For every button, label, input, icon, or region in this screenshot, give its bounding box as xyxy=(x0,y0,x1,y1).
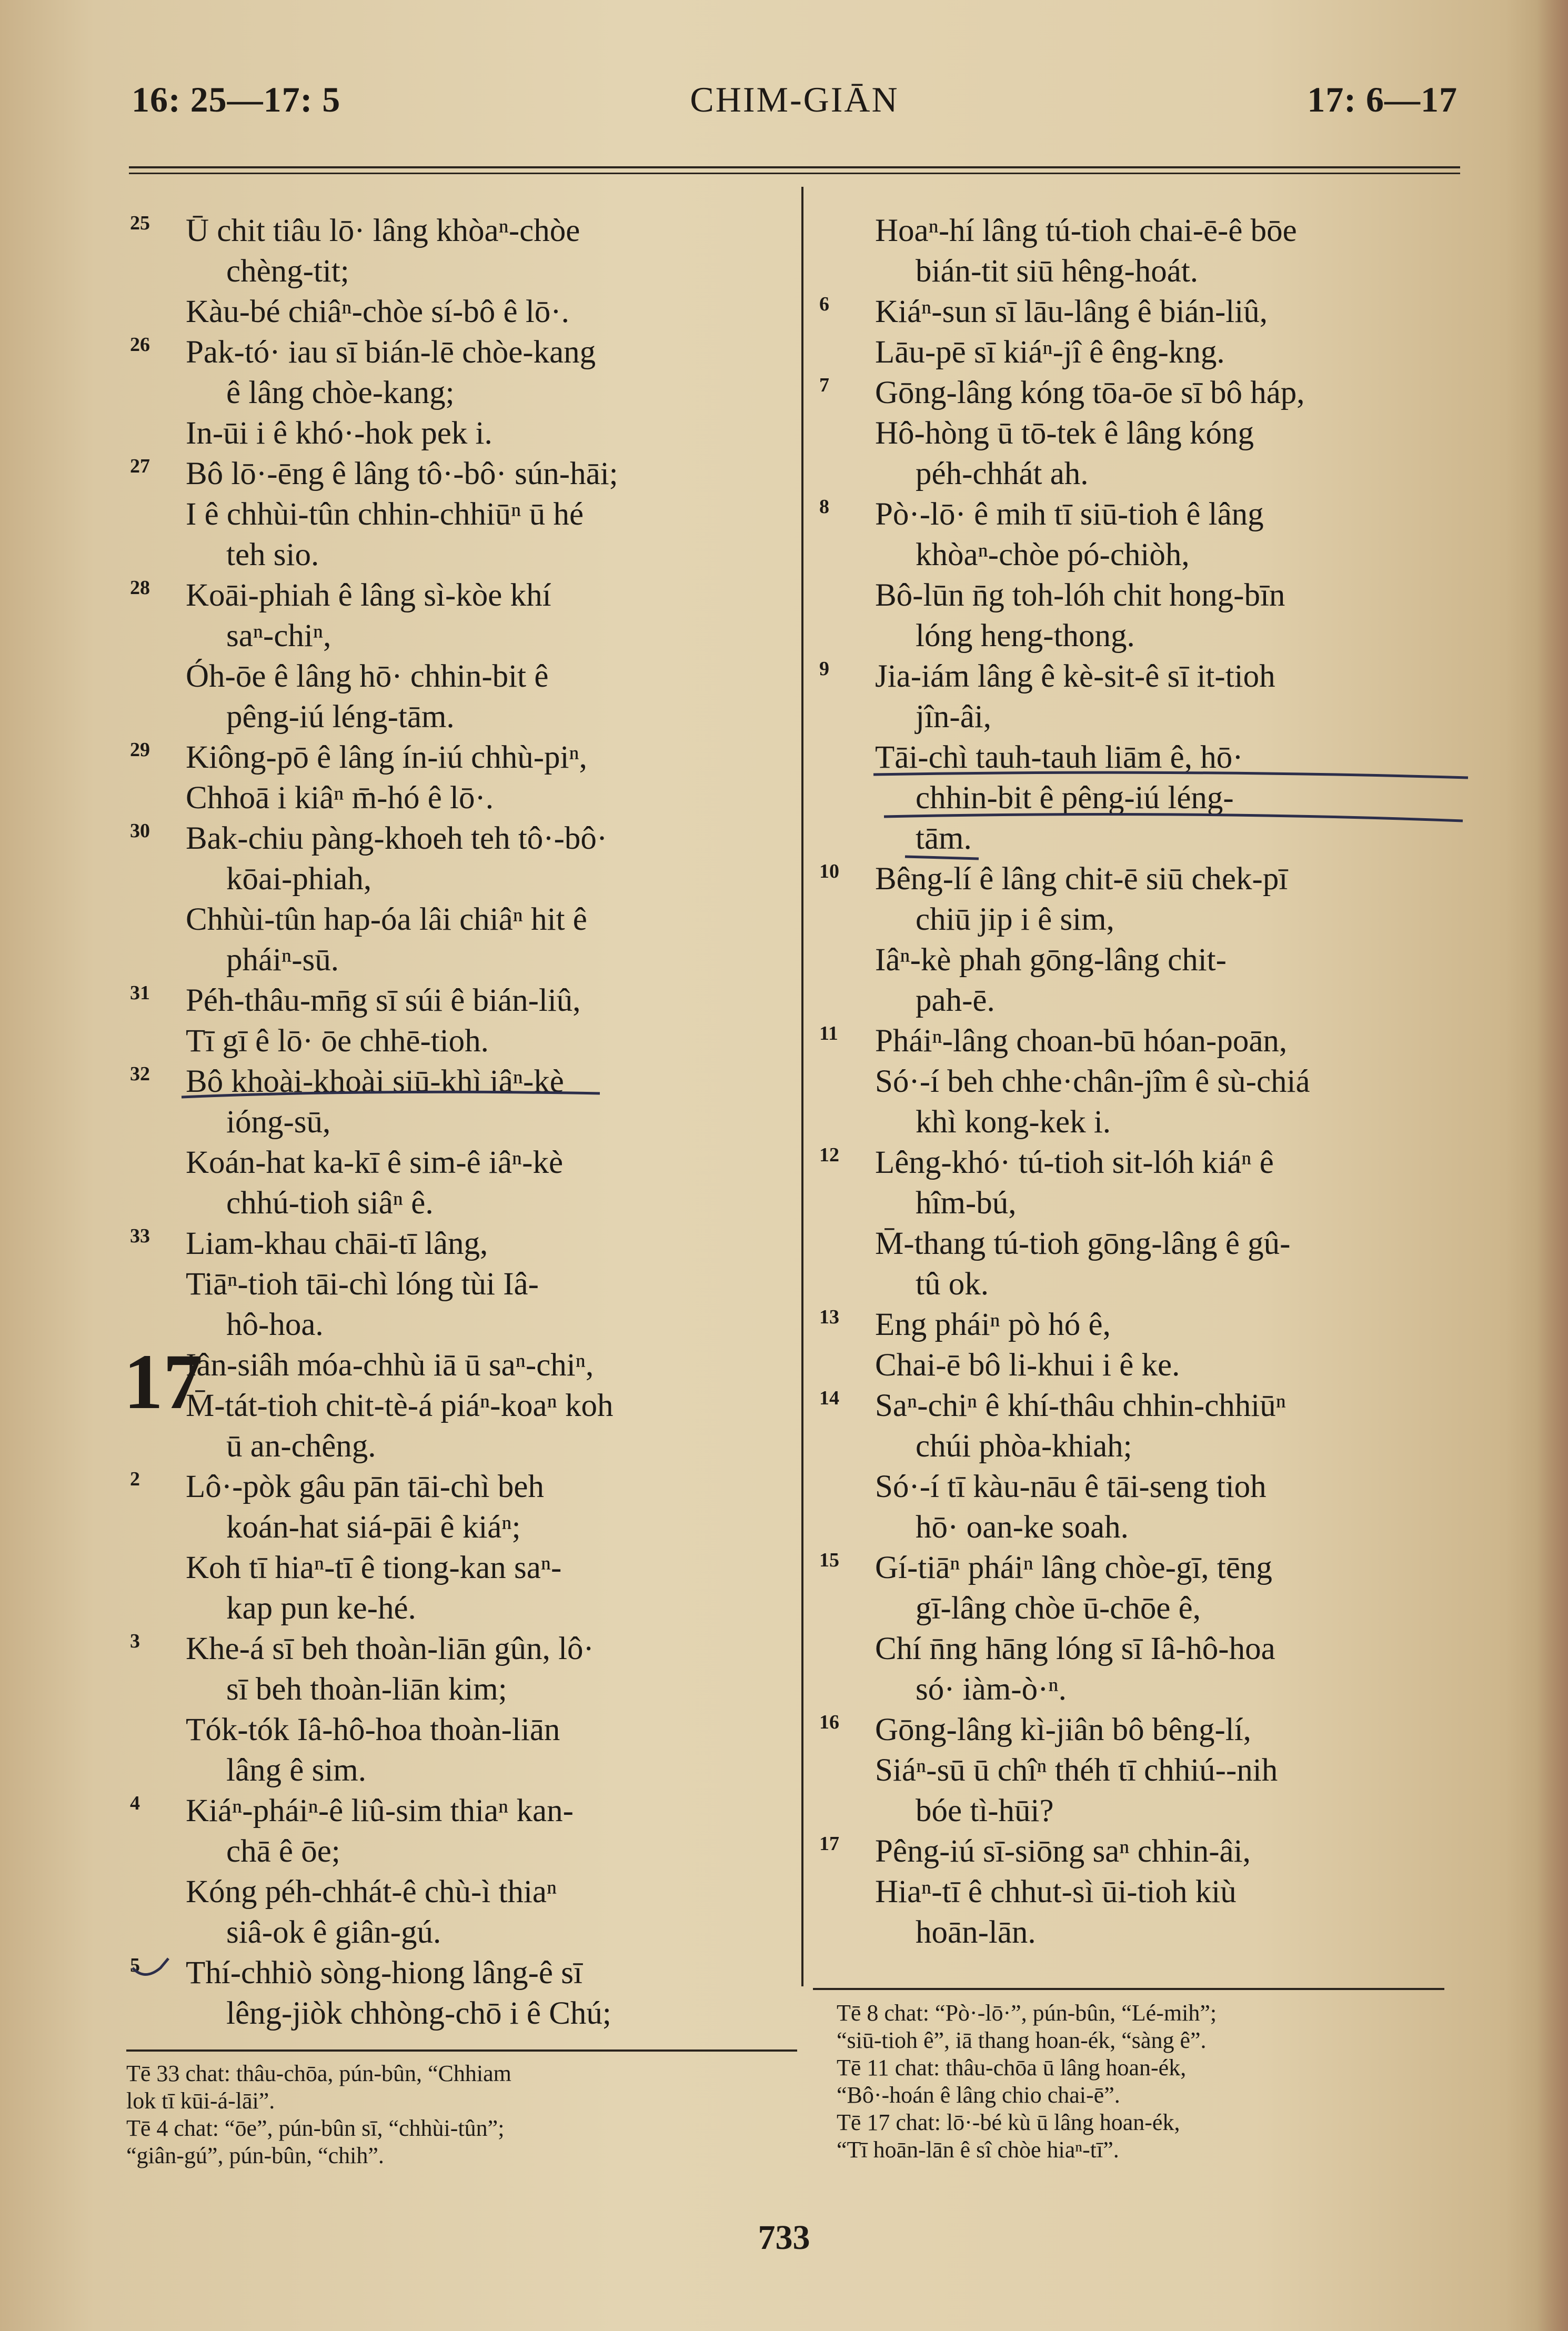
verse-number: 26 xyxy=(130,334,150,356)
verse-line: chhú-tioh siâⁿ ê. xyxy=(226,1185,434,1221)
verse-line: Hô-hòng ū tō-tek ê lâng kóng xyxy=(875,416,1254,451)
verse-line: lâng ê sim. xyxy=(226,1753,366,1788)
verse-number: 27 xyxy=(130,455,150,477)
verse-line: Koāi-phiah ê lâng sì-kòe khí xyxy=(186,578,551,613)
footnote-line: “Bô·-hoán ê lâng chio chai-ē”. xyxy=(837,2082,1120,2108)
verse-number: 15 xyxy=(819,1549,839,1571)
verse-number: 8 xyxy=(819,496,829,518)
verse-line: siâ-ok ê giân-gú. xyxy=(226,1915,441,1950)
footnote-line: Tē 4 chat: “ōe”, pún-bûn sī, “chhùi-tûn”; xyxy=(126,2115,505,2141)
verse-line: Pak-tó· iau sī bián-lē chòe-kang xyxy=(186,335,596,370)
footnote-line: “Tī hoān-lān ê sî chòe hiaⁿ-tī”. xyxy=(837,2137,1119,2163)
verse-line: Iâⁿ-kè phah gōng-lâng chit- xyxy=(875,942,1227,978)
verse-line: bián-tit siū hêng-hoát. xyxy=(916,254,1199,289)
verse-number: 11 xyxy=(819,1022,838,1044)
verse-line: Iân-siâh móa-chhù iā ū saⁿ-chiⁿ, xyxy=(186,1348,594,1383)
verse-line: Liam-khau chāi-tī lâng, xyxy=(186,1226,488,1261)
verse-line: saⁿ-chiⁿ, xyxy=(226,618,331,654)
footnote-line: “giân-gú”, pún-bûn, “chih”. xyxy=(126,2143,384,2168)
verse-line: Lêng-khó· tú-tioh sit-lóh kiáⁿ ê xyxy=(875,1145,1274,1180)
footnote-line: Tē 17 chat: lō·-bé kù ū lâng hoan-ék, xyxy=(837,2109,1180,2135)
verse-number: 9 xyxy=(819,658,829,680)
verse-line: Jia-iám lâng ê kè-sit-ê sī it-tioh xyxy=(875,659,1275,694)
verse-line: Hiaⁿ-tī ê chhut-sì ūi-tioh kiù xyxy=(875,1874,1237,1910)
verse-line: Kiáⁿ-pháiⁿ-ê liû-sim thiaⁿ kan- xyxy=(186,1793,574,1828)
verse-line: ū an-chêng. xyxy=(226,1429,376,1464)
verse-number: 4 xyxy=(130,1792,140,1814)
verse-number: 28 xyxy=(130,577,150,599)
verse-line: Tók-tók Iâ-hô-hoa thoàn-liān xyxy=(186,1712,560,1747)
ink-underline-verse-32 xyxy=(182,1092,600,1097)
verse-line: Saⁿ-chiⁿ ê khí-thâu chhin-chhiūⁿ xyxy=(875,1388,1286,1423)
verse-line: pêng-iú léng-tām. xyxy=(226,699,455,735)
footnote-line: lok tī kūi-á-lāi”. xyxy=(126,2088,275,2114)
chapter-number: 17 xyxy=(124,1338,203,1425)
header-title: CHIM-GIĀN xyxy=(690,79,899,119)
footnote-line: Tē 33 chat: thâu-chōa, pún-bûn, “Chhiam xyxy=(126,2061,511,2086)
verse-line: Só·-í beh chhe·chân-jîm ê sù-chiá xyxy=(875,1064,1310,1099)
verse-line: kōai-phiah, xyxy=(226,861,372,897)
verse-number: 29 xyxy=(130,739,150,761)
verse-line: Bô-lūn n̄g toh-lóh chit hong-bīn xyxy=(875,578,1285,613)
verse-line: M̄-tát-tioh chit-tè-á piáⁿ-koaⁿ koh xyxy=(186,1388,614,1423)
verse-number: 30 xyxy=(130,820,150,842)
verse-line: Kiáⁿ-sun sī lāu-lâng ê bián-liû, xyxy=(875,294,1268,329)
verse-line: Só·-í tī kàu-nāu ê tāi-seng tioh xyxy=(875,1469,1267,1504)
verse-line: sī beh thoàn-liān kim; xyxy=(226,1672,507,1707)
verse-number: 10 xyxy=(819,860,839,882)
ink-underline-verse-9c xyxy=(905,857,979,859)
verse-line: lóng heng-thong. xyxy=(916,618,1135,654)
verse-line: Thí-chhiò sòng-hiong lâng-ê sī xyxy=(186,1955,582,1991)
verse-line: Kiông-pō ê lâng ín-iú chhù-piⁿ, xyxy=(186,740,587,775)
verse-line: Lô·-pòk gâu pān tāi-chì beh xyxy=(186,1469,544,1504)
verse-line: Kàu-bé chiâⁿ-chòe sí-bô ê lō·. xyxy=(186,294,569,329)
verse-line: Chhùi-tûn hap-óa lâi chiâⁿ hit ê xyxy=(186,902,587,937)
ink-mark-verse-5 xyxy=(133,1958,168,1975)
verse-line: Hoaⁿ-hí lâng tú-tioh chai-ē-ê bōe xyxy=(875,213,1297,248)
verse-line: hô-hoa. xyxy=(226,1307,324,1342)
verse-line: Siáⁿ-sū ū chîⁿ théh tī chhiú--nih xyxy=(875,1753,1278,1788)
verse-line: Gōng-lâng kì-jiân bô bêng-lí, xyxy=(875,1712,1251,1747)
verse-line: koán-hat siá-pāi ê kiáⁿ; xyxy=(226,1510,521,1545)
verse-number: 7 xyxy=(819,374,829,396)
verse-line: Tāi-chì tauh-tauh liām ê, hō· xyxy=(875,740,1243,775)
verse-line: hō· oan-ke soah. xyxy=(916,1510,1129,1545)
verse-number: 17 xyxy=(819,1833,839,1855)
verse-line: Gōng-lâng kóng tōa-ōe sī bô háp, xyxy=(875,375,1305,410)
verse-number: 13 xyxy=(819,1306,839,1328)
verse-line: Óh-ōe ê lâng hō· chhin-bit ê xyxy=(186,659,549,694)
verse-line: Bêng-lí ê lâng chit-ē siū chek-pī xyxy=(875,861,1288,897)
verse-number: 32 xyxy=(130,1063,150,1085)
verse-line: chèng-tit; xyxy=(226,254,349,289)
verse-line: kap pun ke-hé. xyxy=(226,1591,416,1626)
verse-line: Bô lō·-ēng ê lâng tô·-bô· sún-hāi; xyxy=(186,456,618,491)
verse-line: jîn-âi, xyxy=(916,699,991,735)
verse-number: 6 xyxy=(819,293,829,315)
verse-line: Khe-á sī beh thoàn-liān gûn, lô· xyxy=(186,1631,594,1666)
verse-line: lêng-jiòk chhòng-chō i ê Chú; xyxy=(226,1996,611,2031)
footnote-line: Tē 8 chat: “Pò·-lō·”, pún-bûn, “Lé-mih”; xyxy=(837,2000,1217,2026)
verse-line: gī-lâng chòe ū-chōe ê, xyxy=(916,1591,1201,1626)
verse-number: 16 xyxy=(819,1711,839,1733)
verse-line: Chí n̄ng hāng lóng sī Iâ-hô-hoa xyxy=(875,1631,1275,1666)
verse-line: Péh-thâu-mn̄g sī súi ê bián-liû, xyxy=(186,983,581,1018)
verse-number: 14 xyxy=(819,1387,839,1409)
verse-line: Tī gī ê lō· ōe chhē-tioh. xyxy=(186,1023,489,1059)
verse-line: só· iàm-ò·ⁿ. xyxy=(916,1672,1067,1707)
verse-number: 2 xyxy=(130,1468,140,1490)
ink-underline-verse-9b xyxy=(884,815,1463,821)
verse-line: Pò·-lō· ê mih tī siū-tioh ê lâng xyxy=(875,497,1264,532)
verse-line: In-ūi i ê khó·-hok pek i. xyxy=(186,416,492,451)
verse-line: hoān-lān. xyxy=(916,1915,1036,1950)
verse-line: Pháiⁿ-lâng choan-bū hóan-poān, xyxy=(875,1023,1288,1059)
footnote-line: Tē 11 chat: thâu-chōa ū lâng hoan-ék, xyxy=(837,2055,1187,2081)
verse-line: Chai-ē bô li-khui i ê ke. xyxy=(875,1348,1180,1383)
verse-line: péh-chhát ah. xyxy=(916,456,1089,491)
verse-line: tû ok. xyxy=(916,1267,989,1302)
page-number: 733 xyxy=(758,2218,810,2257)
verse-line: Pêng-iú sī-siōng saⁿ chhin-âi, xyxy=(875,1834,1251,1869)
verse-line: Gí-tiāⁿ pháiⁿ lâng chòe-gī, tēng xyxy=(875,1550,1272,1585)
header-left-reference: 16: 25—17: 5 xyxy=(132,79,341,119)
verse-line: M̄-thang tú-tioh gōng-lâng ê gû- xyxy=(875,1226,1291,1261)
verse-line: Lāu-pē sī kiáⁿ-jî ê êng-kng. xyxy=(875,335,1225,370)
verse-line: Kóng péh-chhát-ê chù-ì thiaⁿ xyxy=(186,1874,557,1910)
verse-line: Chhoā i kiâⁿ m̄-hó ê lō·. xyxy=(186,780,494,816)
verse-number: 31 xyxy=(130,982,150,1004)
verse-line: tām. xyxy=(916,821,972,856)
verse-line: Bak-chiu pàng-khoeh teh tô·-bô· xyxy=(186,821,608,856)
verse-line: hîm-bú, xyxy=(916,1185,1017,1221)
verse-line: Koán-hat ka-kī ê sim-ê iâⁿ-kè xyxy=(186,1145,564,1180)
verse-line: chā ê ōe; xyxy=(226,1834,340,1869)
verse-line: khì kong-kek i. xyxy=(916,1104,1111,1140)
verse-line: chiū jip i ê sim, xyxy=(916,902,1114,937)
verse-line: Bô khoài-khoài siū-khì iâⁿ-kè xyxy=(186,1064,564,1099)
verse-number: 5 xyxy=(130,1954,140,1976)
verse-line: teh sio. xyxy=(226,537,319,572)
verse-line: bóe tì-hūi? xyxy=(916,1793,1054,1828)
ink-underline-verse-9a xyxy=(873,772,1468,778)
verse-number: 3 xyxy=(130,1630,140,1652)
verse-line: chhin-bit ê pêng-iú léng- xyxy=(916,780,1234,816)
verse-line: I ê chhùi-tûn chhin-chhiūⁿ ū hé xyxy=(186,497,584,532)
verse-number: 33 xyxy=(130,1225,150,1247)
header-right-reference: 17: 6—17 xyxy=(1307,79,1458,119)
verse-number: 12 xyxy=(819,1144,839,1166)
verse-line: chúi phòa-khiah; xyxy=(916,1429,1132,1464)
verse-line: ióng-sū, xyxy=(226,1104,331,1140)
verse-line: Ū chit tiâu lō· lâng khòaⁿ-chòe xyxy=(186,213,580,248)
verse-line: pháiⁿ-sū. xyxy=(226,942,339,978)
verse-line: pah-ē. xyxy=(916,983,995,1018)
verse-line: khòaⁿ-chòe pó-chiòh, xyxy=(916,537,1190,572)
verse-line: Koh tī hiaⁿ-tī ê tiong-kan saⁿ- xyxy=(186,1550,562,1585)
verse-number: 25 xyxy=(130,212,150,234)
verse-line: Tiāⁿ-tioh tāi-chì lóng tùi Iâ- xyxy=(186,1267,539,1302)
footnote-line: “siū-tioh ê”, iā thang hoan-ék, “sàng ê”. xyxy=(837,2027,1207,2053)
verse-line: Eng pháiⁿ pò hó ê, xyxy=(875,1307,1111,1342)
verse-line: ê lâng chòe-kang; xyxy=(226,375,455,410)
